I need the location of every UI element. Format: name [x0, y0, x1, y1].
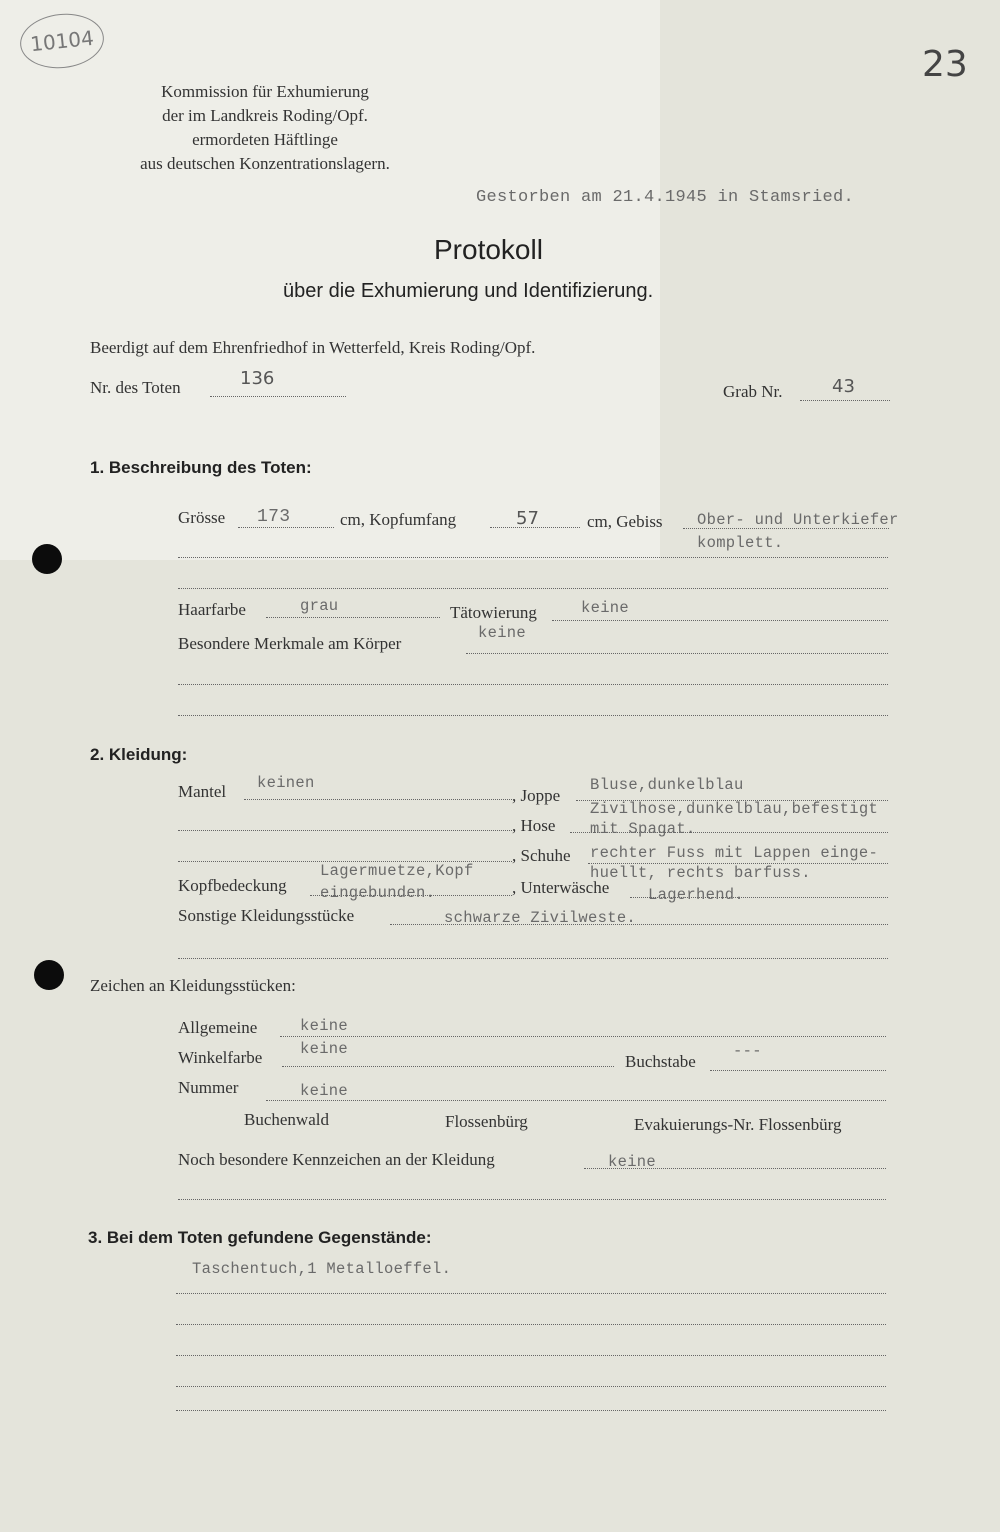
general-mark-label: Allgemeine: [178, 1018, 258, 1037]
items-line-4: [176, 1386, 886, 1387]
triangle-color-value: keine: [300, 1040, 349, 1058]
document-subtitle: über die Exhumierung und Identifizierung.: [283, 280, 654, 302]
teeth-value-2: komplett.: [697, 534, 784, 552]
triangle-color-line: [282, 1066, 614, 1067]
general-mark-line: [280, 1036, 886, 1037]
header-line-4: aus deutschen Konzentrationslagern.: [140, 154, 390, 173]
head-label: cm, Kopfumfang: [340, 510, 457, 529]
hair-value: grau: [300, 597, 339, 615]
coat-value: keinen: [257, 774, 315, 792]
archive-stamp: 10104: [17, 10, 106, 72]
headwear-label: Kopfbedeckung: [178, 876, 287, 895]
punch-hole-top: [32, 544, 62, 574]
size-label: Grösse: [178, 508, 226, 527]
blank-line-4: [178, 958, 888, 959]
coat-label: Mantel: [178, 782, 227, 801]
shoes-label-text: Schuhe: [520, 846, 571, 865]
marks-line: [466, 653, 888, 654]
jacket-value: Bluse,dunkelblau: [590, 776, 744, 794]
tattoo-label: Tätowierung: [450, 603, 537, 622]
blank-line-5: [178, 1199, 886, 1200]
section-1-heading: 1. Beschreibung des Toten:: [90, 458, 312, 477]
evacuation-number-label: Evakuierungs-Nr. Flossenbürg: [634, 1115, 842, 1134]
general-mark-value: keine: [300, 1017, 349, 1035]
jacket-label-text: Joppe: [520, 786, 561, 805]
blank-line-2: [178, 684, 888, 685]
items-line-3: [176, 1355, 886, 1356]
header-line-2: der im Landkreis Roding/Opf.: [162, 106, 368, 125]
hair-line: [266, 617, 440, 618]
section-2-heading: 2. Kleidung:: [90, 745, 188, 764]
document-title: Protokoll: [434, 234, 543, 265]
letter-line: [710, 1070, 886, 1071]
triangle-color-label: Winkelfarbe: [178, 1048, 263, 1067]
shoes-value-1: rechter Fuss mit Lappen einge-: [590, 844, 879, 862]
trousers-value-2: mit Spagat.: [590, 820, 696, 838]
burial-text: Beerdigt auf dem Ehrenfriedhof in Wetterfeld, Kreis Roding/Opf.: [90, 338, 536, 357]
death-note: Gestorben am 21.4.1945 in Stamsried.: [476, 188, 855, 207]
camp-buchenwald: Buchenwald: [244, 1110, 329, 1129]
marks-label: Besondere Merkmale am Körper: [178, 634, 402, 653]
trousers-value-1: Zivilhose,dunkelblau,befestigt: [590, 800, 879, 818]
shoes-value-2: huellt, rechts barfuss.: [590, 864, 811, 882]
tattoo-value: keine: [581, 599, 630, 617]
header-line-1: Kommission für Exhumierung: [161, 82, 369, 101]
trousers-label-text: Hose: [520, 816, 556, 835]
other-clothing-label: Sonstige Kleidungsstücke: [178, 906, 355, 925]
grave-label: Grab Nr.: [723, 382, 783, 401]
found-items-value: Taschentuch,1 Metalloeffel.: [192, 1260, 452, 1278]
dead-no-value: 136: [240, 368, 275, 389]
camp-flossenbuerg: Flossenbürg: [445, 1112, 528, 1131]
teeth-line-2: [178, 557, 888, 558]
tattoo-line: [552, 620, 888, 621]
number-line: [266, 1100, 886, 1101]
grave-line: [800, 400, 890, 401]
hair-label: Haarfarbe: [178, 600, 246, 619]
coat-line: [244, 799, 512, 800]
letter-value: ---: [733, 1042, 762, 1060]
punch-hole-bottom: [34, 960, 64, 990]
headwear-value-1: Lagermuetze,Kopf: [320, 862, 474, 880]
section-3-heading: 3. Bei dem Toten gefundene Gegenstände:: [88, 1228, 432, 1247]
grave-value: 43: [832, 376, 855, 397]
header-line-3: ermordeten Häftlinge: [192, 130, 338, 149]
number-label: Nummer: [178, 1078, 239, 1097]
jacket-label: , Joppe: [512, 786, 561, 805]
size-value: 173: [257, 507, 291, 527]
other-clothing-value: schwarze Zivilweste.: [444, 909, 637, 927]
special-marks-label: Noch besondere Kennzeichen an der Kleidung: [178, 1150, 495, 1169]
head-value: 57: [516, 508, 539, 529]
shoes-label: , Schuhe: [512, 846, 571, 865]
letter-label: Buchstabe: [625, 1052, 696, 1071]
blank-line-1: [178, 588, 888, 589]
dead-no-line: [210, 396, 346, 397]
underwear-label: , Unterwäsche: [512, 878, 610, 897]
page-number: 23: [922, 44, 968, 85]
size-line: [238, 527, 334, 528]
special-marks-value: keine: [608, 1153, 657, 1171]
items-line-2: [176, 1324, 886, 1325]
underwear-value: Lagerhend.: [648, 886, 745, 904]
dead-no-label: Nr. des Toten: [90, 378, 181, 397]
number-value: keine: [300, 1082, 349, 1100]
blank-line-3: [178, 715, 888, 716]
coat-extra-line: [178, 830, 512, 831]
teeth-label: cm, Gebiss: [587, 512, 663, 531]
teeth-value-1: Ober- und Unterkiefer: [697, 511, 899, 529]
underwear-label-text: Unterwäsche: [520, 878, 610, 897]
marks-heading: Zeichen an Kleidungsstücken:: [90, 976, 296, 995]
marks-value: keine: [478, 624, 527, 642]
headwear-value-2: eingebunden.: [320, 884, 436, 902]
items-line-1: [176, 1293, 886, 1294]
trousers-label: , Hose: [512, 816, 556, 835]
items-line-5: [176, 1410, 886, 1411]
